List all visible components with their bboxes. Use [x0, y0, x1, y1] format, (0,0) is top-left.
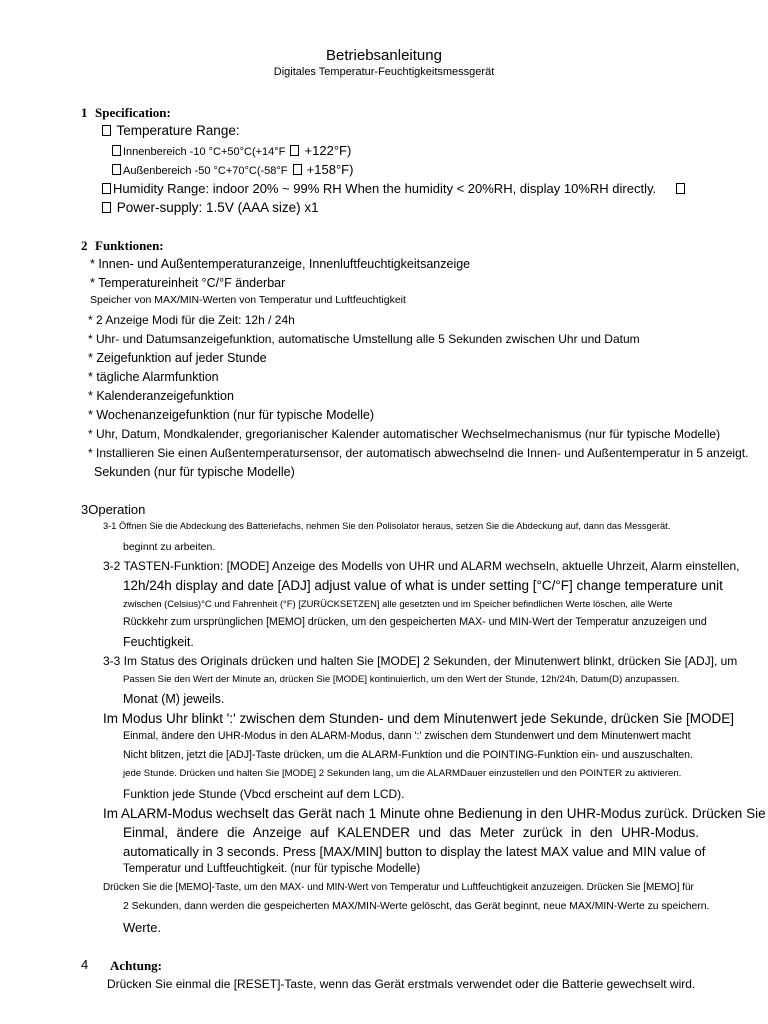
section2-heading: Funktionen: [95, 238, 164, 253]
operation-line: 3-2 TASTEN-Funktion: [MODE] Anzeige des Modells von UHR und ALARM wechseln, aktuelle Uhrzeit, Alarm einstellen, [103, 559, 740, 573]
operation-line: Funktion jede Stunde (Vbcd erscheint auf dem LCD). [123, 787, 405, 801]
function-item: * Kalenderanzeigefunktion [88, 389, 234, 403]
operation-line: beginnt zu arbeiten. [123, 541, 216, 553]
operation-line: zwischen (Celsius)°C und Fahrenheit (°F) [ZURÜCKSETZEN] alle gesetzten und im Speicher befindlichen Werte löschen, alle Werte [123, 598, 673, 609]
operation-line: jede Stunde. Drücken und halten Sie [MODE] 2 Sekunden lang, um die ALARMDauer einzustellen und den POINTER zu aktivieren. [123, 768, 682, 779]
function-item: * Installieren Sie einen Außentemperatursensor, der automatisch abwechselnd die Innen- und Außentemperatur in 5 anzeigt. [88, 446, 749, 460]
temperature-range-label: Temperature Range: [116, 123, 240, 138]
operation-line: 3-1 Öffnen Sie die Abdeckung des Batteriefachs, nehmen Sie den Polisolator heraus, setzen Sie die Abdeckung auf, dann das Messgerät. [103, 521, 671, 531]
operation-line: 3-3 Im Status des Originals drücken und halten Sie [MODE] 2 Sekunden, der Minutenwert blinkt, drücken Sie [ADJ], um [103, 654, 738, 668]
checkbox-glyph [676, 183, 685, 194]
operation-line: Werte. [123, 920, 162, 935]
operation-line: Passen Sie den Wert der Minute an, drücken Sie [MODE] kontinuierlich, um den Wert der Stunde, 12h/24h, Datum(D) anzupassen. [123, 674, 680, 685]
operation-line: Feuchtigkeit. [123, 635, 194, 649]
document-subtitle: Digitales Temperatur-Feuchtigkeitsmessgerät [273, 66, 495, 78]
operation-line: Drücken Sie die [MEMO]-Taste, um den MAX- und MIN-Wert von Temperatur und Luftfeuchtigkeit anzuzeigen. Drücken Sie [MEMO] für [103, 882, 694, 893]
operation-line: Monat (M) jeweils. [123, 692, 225, 706]
outdoor-range-text: Außenbereich -50 °C+70°C(-58°F [123, 165, 288, 177]
function-item: * Wochenanzeigefunktion (nur für typische Modelle) [88, 408, 375, 422]
operation-line: Im Modus Uhr blinkt ':' zwischen dem Stunden- und dem Minutenwert jede Sekunde, drücken Sie [MODE] [103, 711, 734, 726]
temperature-range-line [100, 124, 240, 138]
checkbox-glyph [102, 125, 111, 136]
checkbox-glyph [293, 164, 302, 175]
checkbox-glyph [102, 202, 111, 213]
checkbox-glyph [112, 164, 121, 175]
operation-line: automatically in 3 seconds. Press [MAX/MIN] button to display the latest MAX value and MIN value of [123, 844, 706, 859]
operation-line: Einmal, ändere den UHR-Modus in den ALARM-Modus, dann ':' zwischen dem Stundenwert und dem Minutenwert macht [123, 730, 691, 742]
function-item: * Innen- und Außentemperaturanzeige, Innenluftfeuchtigkeitsanzeige [90, 257, 471, 271]
indoor-range-end: +122°F) [304, 143, 352, 158]
function-item: * tägliche Alarmfunktion [88, 370, 219, 384]
section1-heading: Specification: [95, 105, 171, 120]
operation-line: Nicht blitzen, jetzt die [ADJ]-Taste drücken, um die ALARM-Funktion und die POINTING-Funktion ein- und auszuschalten. [123, 749, 693, 761]
indoor-range-line [110, 144, 351, 158]
section1-number: 1 [81, 105, 88, 120]
indoor-range-text: Innenbereich -10 °C+50°C(+14°F [123, 146, 286, 158]
function-item: Sekunden (nur für typische Modelle) [94, 465, 295, 479]
function-item: * Zeigefunktion auf jeder Stunde [88, 351, 267, 365]
power-supply-line [100, 201, 319, 215]
operation-line: Rückkehr zum ursprünglichen [MEMO] drücken, um den gespeicherten MAX- und MIN-Wert der Temperatur anzuzeigen und [123, 616, 707, 628]
operation-line: 2 Sekunden, dann werden die gespeicherten MAX/MIN-Werte gelöscht, das Gerät beginnt, neue MAX/MIN-Werte zu speichern. [123, 901, 710, 912]
section4-heading: Achtung: [110, 958, 163, 973]
reset-instruction: Drücken Sie einmal die [RESET]-Taste, wenn das Gerät erstmals verwendet oder die Batterie gewechselt wird. [107, 977, 696, 991]
operation-line: Im ALARM-Modus wechselt das Gerät nach 1 Minute ohne Bedienung in den UHR-Modus zurück. Drücken Sie [103, 806, 766, 821]
section3-heading: 3Operation [81, 502, 146, 517]
section4-number: 4 [81, 957, 89, 972]
operation-line: Temperatur und Luftfeuchtigkeit. (nur für typische Modelle) [123, 863, 421, 875]
section2-number: 2 [81, 238, 88, 253]
function-item: * Temperatureinheit °C/°F änderbar [90, 276, 286, 290]
outdoor-range-end: +158°F) [306, 162, 354, 177]
function-item: * Uhr, Datum, Mondkalender, gregorianischer Kalender automatischer Wechselmechanismus (nur für typische Modelle) [88, 427, 721, 441]
operation-line: Einmal, ändere die Anzeige auf KALENDER und das Meter zurück in den UHR-Modus. [123, 825, 699, 840]
outdoor-range-line [110, 163, 353, 177]
humidity-range-line [100, 182, 687, 195]
humidity-range-text: Humidity Range: indoor 20% ~ 99% RH When the humidity < 20%RH, display 10%RH directly. [113, 181, 657, 196]
power-supply-text: Power-supply: 1.5V (AAA size) x1 [116, 200, 319, 215]
checkbox-glyph [112, 145, 121, 156]
document-title: Betriebsanleitung [326, 47, 442, 64]
checkbox-glyph [102, 183, 111, 194]
function-item: Speicher von MAX/MIN-Werten von Temperatur und Luftfeuchtigkeit [90, 294, 406, 306]
function-item: * 2 Anzeige Modi für die Zeit: 12h / 24h [88, 313, 295, 327]
function-item: * Uhr- und Datumsanzeigefunktion, automatische Umstellung alle 5 Sekunden zwischen Uhr und Datum [88, 332, 640, 346]
operation-line: 12h/24h display and date [ADJ] adjust value of what is under setting [°C/°F] change temperature unit [123, 578, 723, 593]
checkbox-glyph [290, 145, 299, 156]
